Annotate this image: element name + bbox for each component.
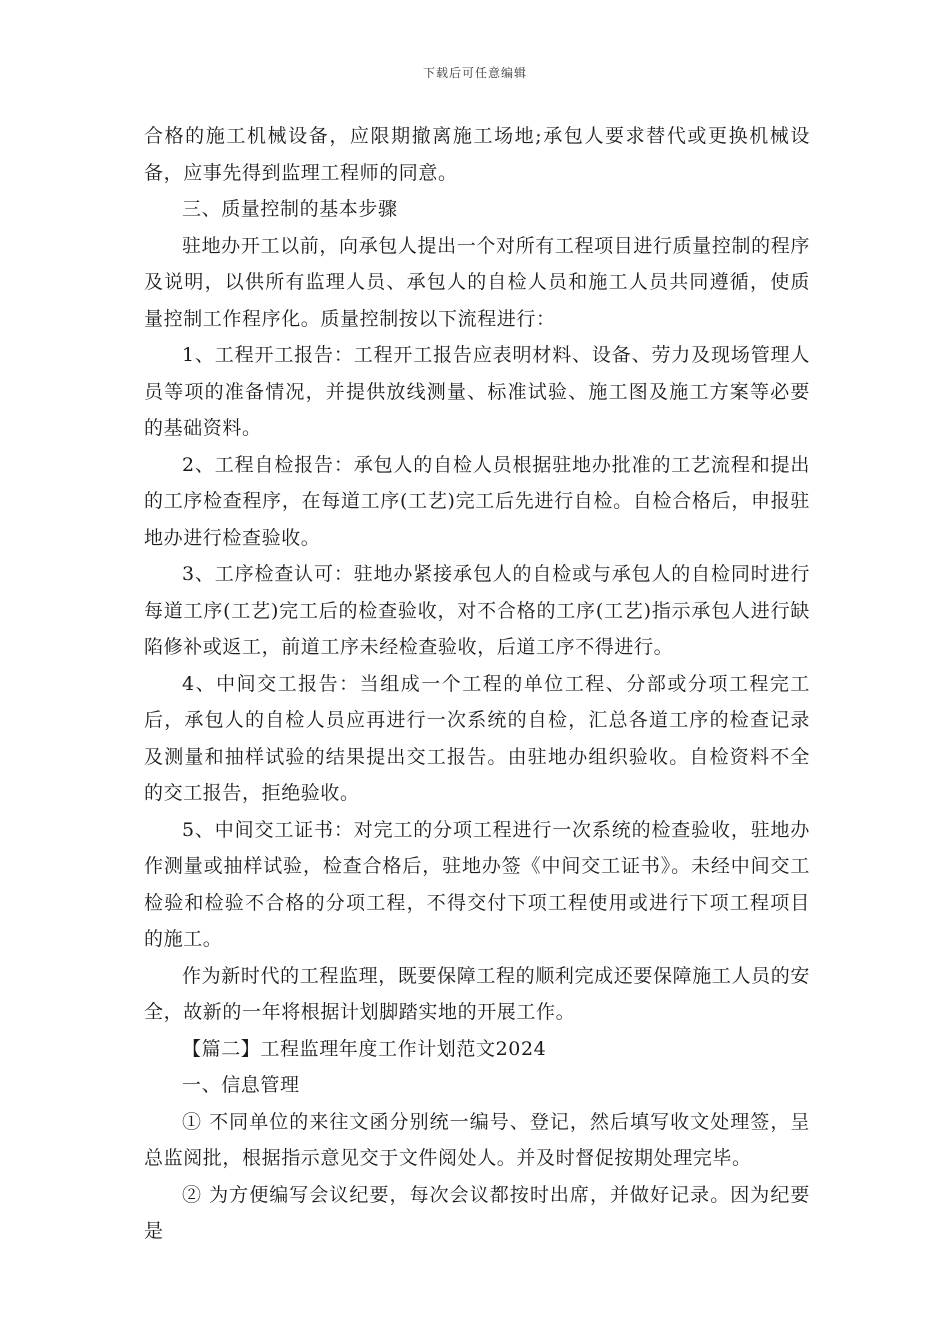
list-item: ② 为方便编写会议纪要，每次会议都按时出席，并做好记录。因为纪要是 (144, 1183, 810, 1242)
list-item: ① 不同单位的来往文函分别统一编号、登记，然后填写收文处理签，呈总监阅批，根据指示意见交于文件阅处人。并及时督促按期处理完毕。 (144, 1110, 810, 1169)
list-item: 4、中间交工报告：当组成一个工程的单位工程、分部或分项工程完工后，承包人的自检人员应再进行一次系统的自检，汇总各道工序的检查记录及测量和抽样试验的结果提出交工报告。由驻地办组织验收。自检资料不全的交工报告，拒绝验收。 (144, 672, 810, 804)
paragraph: 作为新时代的工程监理，既要保障工程的顺利完成还要保障施工人员的安全，故新的一年将根据计划脚踏实地的开展工作。 (144, 964, 810, 1023)
header-note: 下载后可任意编辑 (422, 66, 527, 80)
section-heading: 一、信息管理 (182, 1074, 300, 1096)
paragraph: 合格的施工机械设备，应限期撤离施工场地;承包人要求替代或更换机械设备，应事先得到监理工程师的同意。 (144, 125, 810, 184)
article-title: 【篇二】工程监理年度工作计划范文2024 (182, 1037, 547, 1060)
list-item: 5、中间交工证书：对完工的分项工程进行一次系统的检查验收，驻地办作测量或抽样试验，检查合格后，驻地办签《中间交工证书》。未经中间交工检验和检验不合格的分项工程，不得交付下项工程使用或进行下项工程项目的施工。 (144, 818, 810, 950)
section-heading: 三、质量控制的基本步骤 (182, 198, 398, 220)
paragraph: 驻地办开工以前，向承包人提出一个对所有工程项目进行质量控制的程序及说明，以供所有监理人员、承包人的自检人员和施工人员共同遵循，使质量控制工作程序化。质量控制按以下流程进行： (144, 234, 810, 330)
list-item: 3、工序检查认可：驻地办紧接承包人的自检或与承包人的自检同时进行每道工序(工艺)完工后的检查验收，对不合格的工序(工艺)指示承包人进行缺陷修补或返工，前道工序未经检查验收，后道工序不得进行。 (144, 563, 810, 658)
list-item: 2、工程自检报告：承包人的自检人员根据驻地办批准的工艺流程和提出的工序检查程序，在每道工序(工艺)完工后先进行自检。自检合格后，申报驻地办进行检查验收。 (144, 453, 810, 549)
document-body (144, 118, 810, 1250)
list-item: 1、工程开工报告：工程开工报告应表明材料、设备、劳力及现场管理人员等项的准备情况，并提供放线测量、标准试验、施工图及施工方案等必要的基础资料。 (144, 344, 810, 439)
